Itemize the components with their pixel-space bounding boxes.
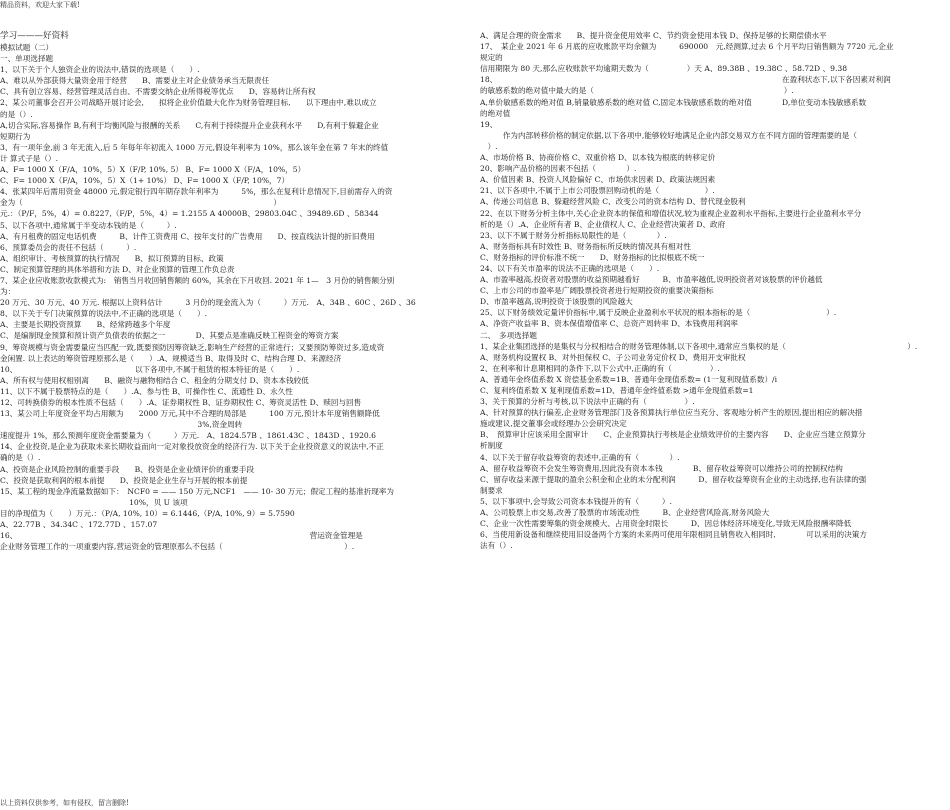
text-line: 模拟试题（二） xyxy=(0,43,54,52)
text-line: 确的是（）. xyxy=(0,453,41,463)
text-line: C、上市公司的市盈率是广阔股票投资者进行短期投资的重要决策指标 xyxy=(480,286,714,296)
text-line: 作为内部转移价格的制定依据,以下各项中,能够较好地满足企业内部交易双方在不同方面的管理需要的是（ xyxy=(480,130,857,140)
text-line: 10、 以下各项中,不属于租赁的根本特征的是（ ）. xyxy=(0,364,300,374)
text-line: C、F= 1000 X（F/A，10%，5）X（1+ 10%） D、F= 1000 X（F/P, 10%，7） xyxy=(0,176,290,186)
text-line: 3%,资金周转 xyxy=(0,420,243,430)
text-line: 的是（）. xyxy=(0,109,33,119)
text-line: A、公司股票上市交易,改善了股票的市场流动性 B、企业经营风险高,财务风险大 xyxy=(480,508,770,518)
text-line: 金为（ ） xyxy=(0,198,281,208)
text-line: 4、以下关于留存收益筹资的表述中,正确的有（ ）. xyxy=(480,452,680,462)
text-line: C、投资是获取利润的根本前提 D、投资是企业生存与开展的根本前提 xyxy=(0,475,248,485)
text-line: C、是编制现金预算和预计资产负债表的依据之一 D、其要点是准确反映工程资金的筹资方案 xyxy=(0,331,339,341)
text-line: 2、某公司董事会召开公司战略开展讨论会, 拟将企业价值最大化作为财务管理目标, 以下理由中,难以成立 xyxy=(0,98,377,108)
text-line: 25、以下财务绩效定量评价指标中,属于反映企业盈利水平状况的根本指标的是（ ）. xyxy=(480,308,837,318)
text-line: A、净资产收益率 B、资本保值增值率 C、总资产周转率 D、本钱费用利润率 xyxy=(480,319,739,329)
text-line: A、价值因素 B、投资人风险偏好 C、市场供求因素 D、政策法规因素 xyxy=(480,175,716,185)
text-line: 计 算式子是（）. xyxy=(0,153,58,163)
text-line: A、F= 1000 X（F/A，10%，5）X（F/P, 10%, 5） B、F= 1000 X（F/A，10%，5） xyxy=(0,165,306,175)
text-line: A、有月租费的固定电话机费 B、计件工资费用 C、按年支付的广告费用 D、按直线法计提的折旧费用 xyxy=(0,231,375,241)
text-line: A、主要是长期投资预算 B、经常跨越多个年度 xyxy=(0,320,171,330)
text-line: A、留存收益筹资不会发生筹资费用,因此没有资本本钱 B、留存收益筹资可以维持公司的控制权结构 xyxy=(480,463,843,473)
text-line: A、传递公司信息 B、躲避经营风险 C、改变公司的资本结构 D、替代现金股利 xyxy=(480,197,746,207)
text-line: 11、以下不属于股票特点的是（ ）.A、参与性 B、可操作性 C、流通性 D、永久性 xyxy=(0,386,293,396)
text-line: 3、关于预算的分析与考核,以下说法中正确的有（ ）. xyxy=(480,397,695,407)
text-line: 20 万元、30 万元、40 万元. 根据以上资料估计 3 月份的现金流入为（ ）万元. A、34B 、60C 、26D 、36 xyxy=(0,298,416,308)
text-line: 法有（）. xyxy=(480,541,513,551)
text-line: 信用期限为 80 天,那么应收账款平均逾期天数为（ ）天 A、89.38B 、19.38C 、58.72D 、9.38 xyxy=(480,64,848,74)
text-line: 3、有一项年金,前 3 年无流入,后 5 年每年年初流入 1000 万元,假设年利率为 10%，那么该年金在第 7 年末的终值 xyxy=(0,142,389,152)
text-line: 14、企业投资,是企业为获取未来长期收益而向一定对象投放资金的经济行为. 以下关于企业投资意义的说法中,不正 xyxy=(0,442,384,452)
text-line: 为： xyxy=(0,287,16,297)
text-line: 制要求 xyxy=(480,485,503,495)
text-line: 5、以下事项中,会导致公司资本本钱提升的有（ ）. xyxy=(480,496,672,506)
text-line: D、市盈率越高,说明投资于该股票的风险越大 xyxy=(480,297,633,307)
text-line: 6、当使用新设备和继续使用旧设备两个方案的未来两可使用年限相同且销售收入相同时, 可以采用的决策方 xyxy=(480,530,867,540)
text-line: 22、在以下财务分析主体中,关心企业资本的保值和增值状况,较为重视企业盈利水平指标,主要进行企业盈利水平分 xyxy=(480,208,862,218)
text-line: C、制定预算管理的具体举措和方法 D、对企业预算的管理工作负总责 xyxy=(0,264,235,274)
text-line: 金闲置. 以上表达的筹资管理原那么是（ ）.A、规模适当 B、取得及时 C、结构合理 D、来源经济 xyxy=(0,353,342,363)
text-line: A、财务指标具有时效性 B、财务指标所反映的情况具有相对性 xyxy=(480,241,691,251)
text-line: 10%，贝 U 该项 xyxy=(0,497,188,507)
text-line: 18、 在盈利状态下,以下各因素对利润 xyxy=(480,75,891,85)
text-line: 1、以下关于个人独资企业的说法中,错误的选项是（ ）. xyxy=(0,65,200,75)
text-line: A、满足合理的资金需求 B、提升资金使用效率 C、节约资金使用本钱 D、保持足够的长期偿债水平 xyxy=(480,31,827,40)
text-line: 规定的 xyxy=(480,53,503,63)
text-line: 元.：（P/F，5%，4）= 0.8227,（F/P，5%，4）= 1.2155 A 40000B、29803.04C 、39489.6D 、58344 xyxy=(0,209,379,219)
text-line: 的绝对值 xyxy=(480,108,511,118)
left-column xyxy=(0,30,465,552)
text-line: A,切合实际,容易操作 B,有利于均衡风险与报酬的关系 C,有利于持续提升企业获利水平 D,有利于躲避企业 xyxy=(0,120,379,130)
text-line: A、市场价格 B、协商价格 C、双重价格 D、以本钱为根底的转移定价 xyxy=(480,153,716,163)
text-line: A、针对预算的执行偏差,企业财务管理部门及各预算执行单位应当充分、客观地分析产生的原因,提出相应的解决措 xyxy=(480,408,863,418)
text-line: A、普通年金终值系数 X 资偿基金系数=1B、普通年金现值系数= (1一复利现值系数）/i xyxy=(480,374,778,384)
text-line: 二、 多项选择题 xyxy=(480,330,537,340)
text-line: 短期行为 xyxy=(0,131,31,141)
text-line: 9、筹资规模与资金需要量应当匹配一致,既要预防因筹资缺乏,影响生产经营的正常进行；又要预防筹资过多,造成资 xyxy=(0,342,385,352)
text-line: 13、某公司上年度资金平均占用额为 2000 万元,其中不合理的局部是 100 万元,预计本年度销售额降低 xyxy=(0,409,380,419)
text-line: A、所有权与使用权相别离 B、融资与融物相结合 C、租金的分期支付 D、资本本钱较低 xyxy=(0,375,309,385)
text-line: 4、张某四年后需用资金 48000 元,假定银行四年期存款年利率为 5%，那么在复利计息情况下,目前需存入的资 xyxy=(0,187,393,197)
page-footer-note: 以上资料仅供参考，如有侵权，留言删除! xyxy=(0,799,129,807)
text-line: A、组织审计、考核预算的执行情况 B、拟订预算的目标、政策 xyxy=(0,253,224,263)
text-line: 析制度 xyxy=(480,441,503,451)
text-line: 8、以下关于专门决策预算的说法中,不正确的选项是（ ）. xyxy=(0,309,208,319)
text-line: 19、 xyxy=(480,119,498,129)
text-line: 目的净现值为（ ）万元.：（P/A, 10%, 10）= 6.1446,（P/A, 10%, 9）= 5.7590 xyxy=(0,508,295,518)
right-column-lines xyxy=(480,30,945,551)
text-line: 5、以下各项中,通常属于半变动本钱的是（ ）. xyxy=(0,220,177,230)
text-line: 企业财务管理工作的一项重要内容,营运资金的管理原那么不包括（ ）. xyxy=(0,542,355,552)
page-header-note: 精品资料，欢迎大家下载! xyxy=(0,1,80,9)
text-line: 的敏感系数的绝对值中最大的是（ ）. xyxy=(480,86,794,96)
text-line: 17、 某企业 2021 年 6 月底的应收账款平均余额为 690000 元,经测算,过去 6 个月平均日销售额为 7720 元,企业 xyxy=(480,42,894,52)
text-line: 21、以下各项中,不属于上市公司股票回购动机的是（ ）. xyxy=(480,186,715,196)
text-line: A、市盈率越高,投资者对股票的收益预期越看好 B、市盈率越低,说明投资者对该股票的评价越低 xyxy=(480,275,823,285)
text-line: 速度提升 1%，那么预测年度资金需要量为（ ）万元. A、1824.57B 、1861.43C 、1843D 、1920.6 xyxy=(0,431,376,441)
text-line: 一、单项选择题 xyxy=(0,54,54,64)
text-line: A、财务机构设置权 B、对外担保权 C、子公司业务定价权 D、费用开支审批权 xyxy=(480,352,746,362)
text-line: ）. xyxy=(480,141,498,151)
text-line: C、企业一次性需要筹集的资金规模大、占用资金时限长 D、因总体经济环境变化,导致无风险报酬率降低 xyxy=(480,519,852,529)
doc-title: 学习———好资料 xyxy=(0,31,69,41)
text-line: 析的是（）.A、企业所有者 B、企业债权人 C、企业经营决策者 D、政府 xyxy=(480,219,726,229)
text-line: B、 预算审计应该采用全面审计 C、企业预算执行考核是企业绩效评价的主要内容 D、企业应当建立预算分 xyxy=(480,430,866,440)
text-line: A、难以从外部获得大量资金用于经营 B、需要业主对企业债务承当无限责任 xyxy=(0,76,270,86)
text-line: 23、以下不属于财务分析指标局限性的是（ ）. xyxy=(480,230,667,240)
text-line: C、复利终值系数 X 复利现值系数=1D、普通年金终值系数 >通年金现值系数=1 xyxy=(480,386,754,395)
text-line: 7、某企业应收账款收款模式为: 销售当月收回销售额的 60%，其余在下月收回. 2021 年 1— 3 月份的销售额分别 xyxy=(0,275,395,285)
text-line: 2、在利率和计息期相同的条件下,以下公式中,正确的有（ ）. xyxy=(480,363,720,373)
text-line: 1、某企业集团选择的是集权与分权相结合的财务管理体制,以下各项中,通常应当集权的是（ ）. xyxy=(480,341,918,351)
text-line: 15、某工程的现金净流量数据如下： NCF0 = —— 150 万元,NCF1 —— 10- 30 万元；假定工程的基准折现率为 xyxy=(0,486,394,496)
left-column-lines xyxy=(0,42,465,552)
text-line: A、22.77B 、34.34C 、172.77D 、157.07 xyxy=(0,520,158,530)
text-line: 6、预算委员会的责任不包括（ ）. xyxy=(0,242,137,252)
text-line: 20、影响产品价格的因素不包括（ ）. xyxy=(480,164,637,174)
right-column xyxy=(480,30,945,551)
text-line: C、财务指标的评价标准不统一 D、财务指标的比拟根底不统一 xyxy=(480,252,705,262)
text-line: 24、以下有关市盈率的说法不正确的选项是（ ）. xyxy=(480,263,660,273)
text-line: A,单价敏感系数的绝对值 B,销量敏感系数的绝对值 C,固定本钱敏感系数的绝对值 D,单位变动本钱敏感系数 xyxy=(480,97,867,107)
text-line: A、投资是企业风险控制的重要手段 B、投资是企业业绩评价的重要手段 xyxy=(0,464,255,474)
text-line: 施或建议,提交董事会或经理办公会研究决定 xyxy=(480,419,627,429)
text-line: C、具有创立容易、经营管理灵活自由、不需要交纳企业所得税等优点 D、容易转让所有权 xyxy=(0,87,316,97)
text-line: C、留存收益来源于提取的盈余公积金和企业的未分配利润 D、留存收益筹资有企业的主动选择,也有法律的强 xyxy=(480,474,867,484)
text-line: 12、可转换债券的根本性质不包括（ ）.A、证券期权性 B、证券期权性 C、筹资灵活性 D、赎回与回售 xyxy=(0,398,362,407)
text-line: 16、 营运资金管理是 xyxy=(0,531,363,541)
